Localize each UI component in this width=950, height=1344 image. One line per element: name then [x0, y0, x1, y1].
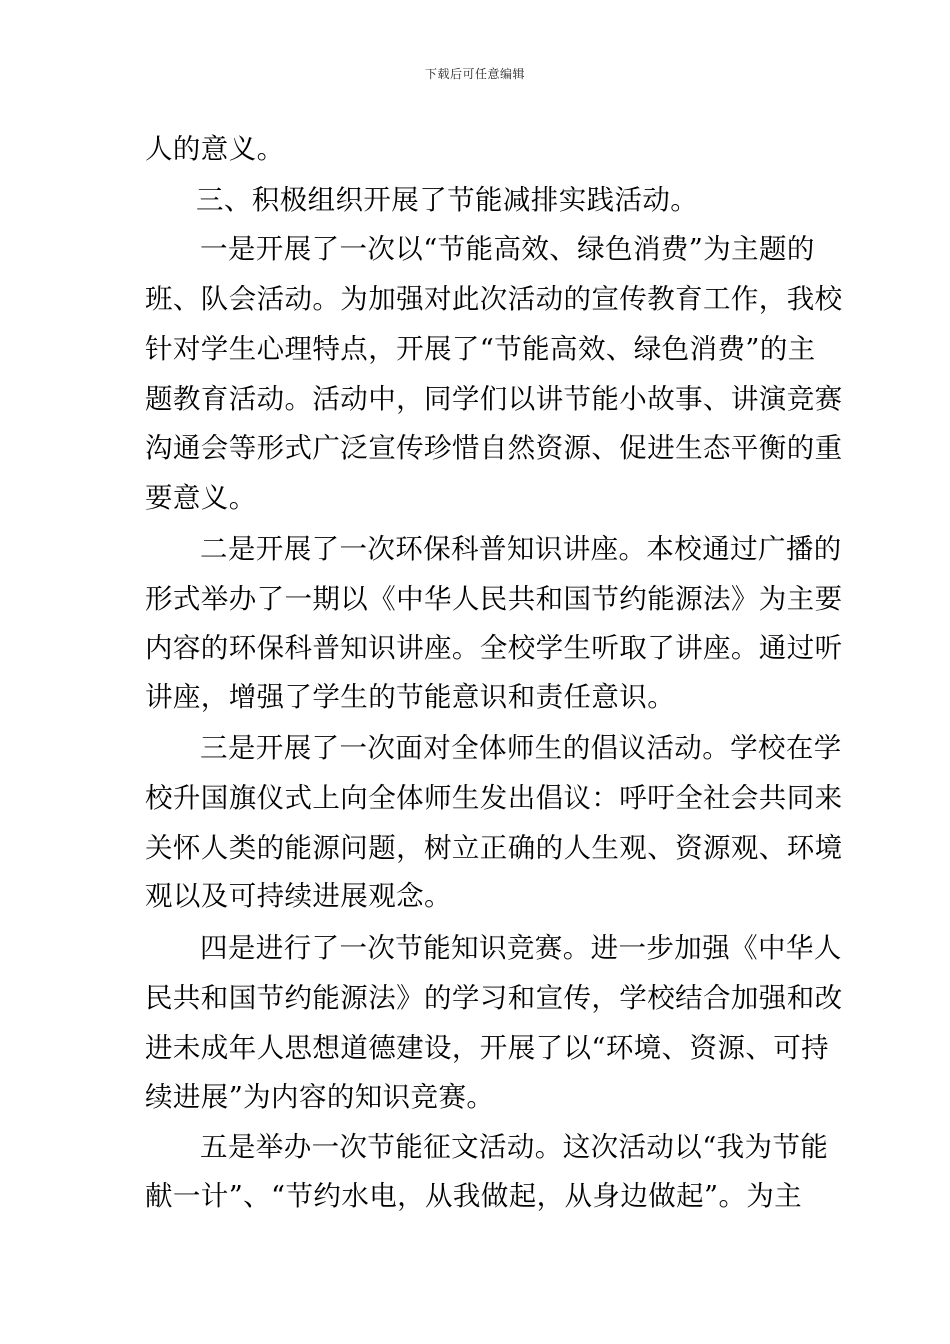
text-line: 要意义。	[145, 482, 257, 514]
text-line: 针对学生心理特点，开展了“节能高效、绿色消费”的主	[145, 333, 816, 365]
text-line: 人的意义。	[145, 133, 285, 165]
text-line: 续进展”为内容的知识竞赛。	[145, 1081, 495, 1113]
page-header: 下载后可任意编辑	[424, 67, 525, 81]
text-line: 观以及可持续进展观念。	[145, 880, 452, 912]
text-line: 一是开展了一次以“节能高效、绿色消费”为主题的	[200, 233, 815, 265]
text-line: 校升国旗仪式上向全体师生发出倡议：呼吁全社会共同来	[145, 782, 843, 814]
text-line: 进未成年人思想道德建设，开展了以“环境、资源、可持	[145, 1032, 830, 1064]
text-line: 讲座，增强了学生的节能意识和责任意识。	[145, 681, 676, 713]
text-line: 五是举办一次节能征文活动。这次活动以“我为节能	[200, 1131, 829, 1163]
text-line: 民共和国节约能源法》的学习和宣传，学校结合加强和改	[145, 982, 843, 1014]
text-line: 内容的环保科普知识讲座。全校学生听取了讲座。通过听	[145, 632, 843, 664]
text-line: 班、队会活动。为加强对此次活动的宣传教育工作，我校	[145, 283, 843, 315]
text-line: 沟通会等形式广泛宣传珍惜自然资源、促进生态平衡的重	[145, 432, 843, 464]
text-line: 三是开展了一次面对全体师生的倡议活动。学校在学	[200, 732, 842, 764]
text-line: 形式举办了一期以《中华人民共和国节约能源法》为主要	[145, 583, 843, 615]
text-line: 四是进行了一次节能知识竞赛。进一步加强《中华人	[200, 932, 842, 964]
section-heading: 三、积极组织开展了节能减排实践活动。	[196, 184, 699, 216]
text-line: 关怀人类的能源问题，树立正确的人生观、资源观、环境	[145, 832, 843, 864]
text-line: 献一计”、“节约水电，从我做起，从身边做起”。为主	[145, 1180, 803, 1212]
text-line: 二是开展了一次环保科普知识讲座。本校通过广播的	[200, 533, 842, 565]
text-line: 题教育活动。活动中，同学们以讲节能小故事、讲演竞赛	[145, 383, 843, 415]
